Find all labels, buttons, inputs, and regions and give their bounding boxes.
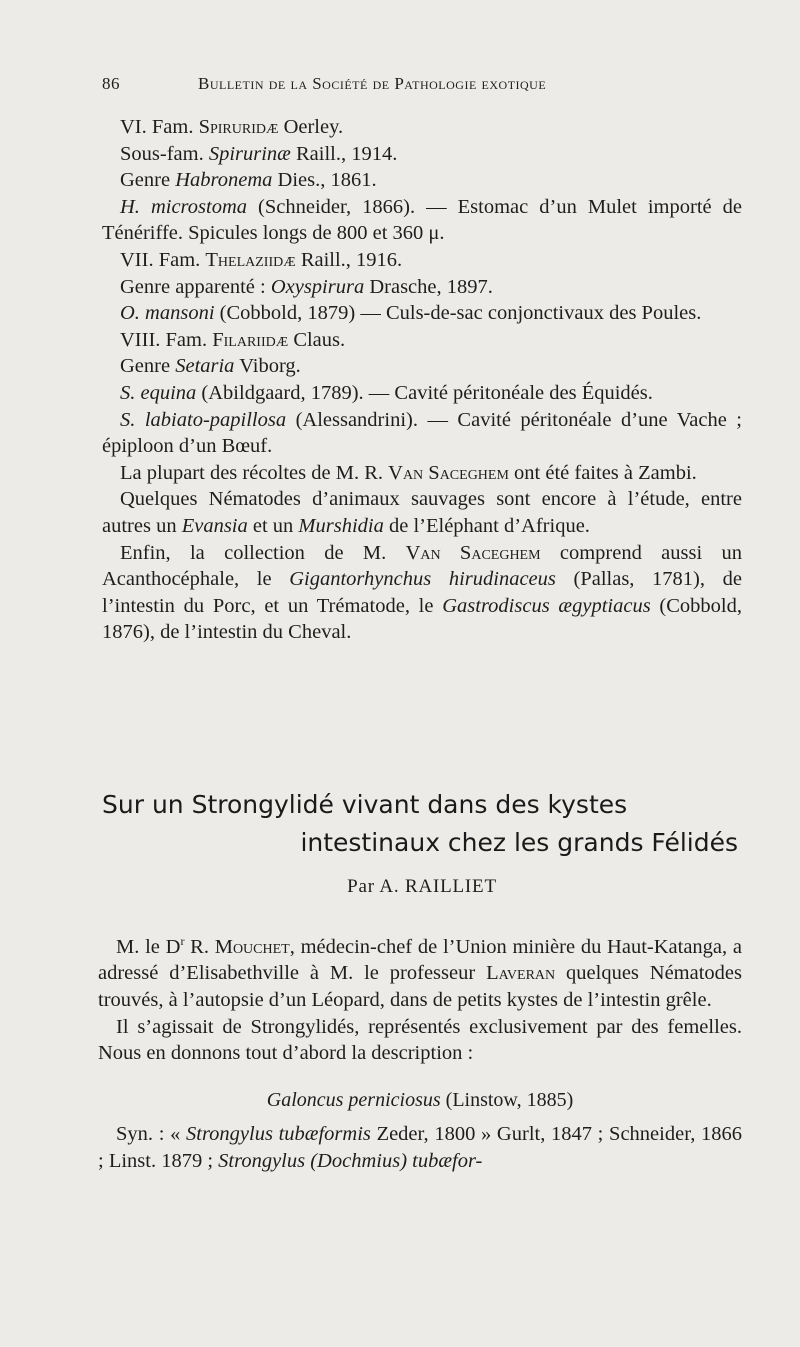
italic-taxon: Evansia [181, 514, 248, 537]
small-caps-name: Laveran [486, 962, 556, 985]
small-caps-name: Mouchet [214, 935, 290, 958]
paragraph-nematodes: Quelques Nématodes d’animaux sauvages sont encore à l’étude, entre autres un Evansia et un Murshidia de l’Eléphant d’Afrique. [102, 488, 742, 537]
species-o-mansoni: O. mansoni (Cobbold, 1879) — Culs-de-sac conjonctivaux des Poules. [120, 302, 702, 325]
paragraph-strongylides: Il s’agissait de Strongylidés, représentés exclusivement par des femelles. Nous en donnons tout d’abord la description : [98, 1015, 742, 1065]
family-heading-spiruridae: VI. Fam. Spiruridæ Oerley. [120, 116, 344, 138]
italic-taxon: Habronema [175, 169, 273, 192]
italic-taxon: Spirurinæ [208, 142, 291, 165]
italic-taxon: O. mansoni [120, 302, 215, 325]
italic-taxon: Strongylus (Dochmius) tubæfor- [218, 1149, 483, 1172]
small-caps-name: Van Saceghem [405, 541, 541, 564]
top-section [102, 114, 742, 646]
italic-taxon: Oxyspirura [270, 275, 365, 298]
family-heading-thelaziidae: VII. Fam. Thelaziidæ Raill., 1916. [120, 248, 403, 271]
article-title-line-2: intestinaux chez les grands Félidés [300, 828, 738, 857]
italic-taxon: Gastrodiscus ægyptiacus [442, 594, 651, 617]
genus-oxyspirura: Genre apparenté : Oxyspirura Drasche, 1897. [120, 275, 493, 298]
small-caps-name: Van Saceghem [388, 461, 509, 484]
small-caps-name: Thelaziidæ [205, 248, 296, 271]
article-title-line-1: Sur un Strongylidé vivant dans des kystes [102, 790, 628, 819]
species-s-labiato-papillosa: S. labiato-papillosa (Alessandrini). — Cavité péritonéale d’une Vache ; épiploon d’un Bœuf. [102, 408, 742, 458]
italic-taxon: Murshidia [298, 514, 384, 537]
genus-setaria: Genre Setaria Viborg. [120, 355, 301, 378]
article-title [102, 786, 742, 862]
species-h-microstoma: H. microstoma (Schneider, 1866). — Estomac d’un Mulet importé de Ténériffe. Spicules longs de 800 et 360 μ. [102, 195, 742, 245]
italic-taxon: Setaria [175, 355, 235, 378]
italic-taxon: Galoncus perniciosus [266, 1088, 441, 1111]
paragraph-recoltes: La plupart des récoltes de M. R. Van Saceghem ont été faites à Zambi. [120, 461, 697, 484]
synonymy: Syn. : « Strongylus tubæformis Zeder, 1800 » Gurlt, 1847 ; Schneider, 1866 ; Linst. 1879 ; Strongylus (Dochmius) tubæfor- [98, 1123, 742, 1172]
superscript: r [180, 934, 185, 948]
author-byline: Par A. RAILLIET [347, 876, 497, 897]
italic-taxon: Gigantorhynchus hirudinaceus [289, 568, 556, 591]
italic-taxon: H. microstoma [120, 195, 247, 218]
italic-taxon: S. equina [120, 381, 197, 404]
species-s-equina: S. equina (Abildgaard, 1789). — Cavité péritonéale des Équidés. [120, 381, 653, 404]
family-heading-filariidae: VIII. Fam. Filariidæ Claus. [120, 328, 346, 351]
article-body [98, 928, 742, 1175]
small-caps-name: Spiruridæ [198, 116, 279, 138]
italic-taxon: S. labiato-papillosa [120, 408, 287, 431]
small-caps-name: Filariidæ [212, 328, 289, 351]
italic-taxon: Strongylus tubæformis [186, 1123, 371, 1146]
paragraph-collection: Enfin, la collection de M. Van Saceghem comprend aussi un Acanthocéphale, le Gigantorhynchus hirudinaceus (Pallas, 1781), de l’intestin du Porc, et un Trématode, le Gastrodiscus ægyptiacus (Cobbold, 1876), de l’intestin du Cheval. [102, 541, 742, 644]
paragraph-mouchet: M. le $D^r$ R. Mouchet, médecin-chef de l’Union minière du Haut-Katanga, a adressé d’Elisabethville à M. le professeur Laveran quelques Nématodes trouvés, à l’autopsie d’un Léopard, dans de petits kystes de l’intestin grêle. [98, 934, 743, 1012]
journal-title: Bulletin de la Société de Pathologie exotique [198, 74, 547, 93]
genus-habronema: Genre Habronema Dies., 1861. [120, 169, 377, 192]
subfamily-spirurinae: Sous-fam. Spirurinæ Raill., 1914. [120, 142, 398, 165]
species-heading: Galoncus perniciosus (Linstow, 1885) [266, 1088, 574, 1111]
page-number: 86 [102, 74, 120, 93]
